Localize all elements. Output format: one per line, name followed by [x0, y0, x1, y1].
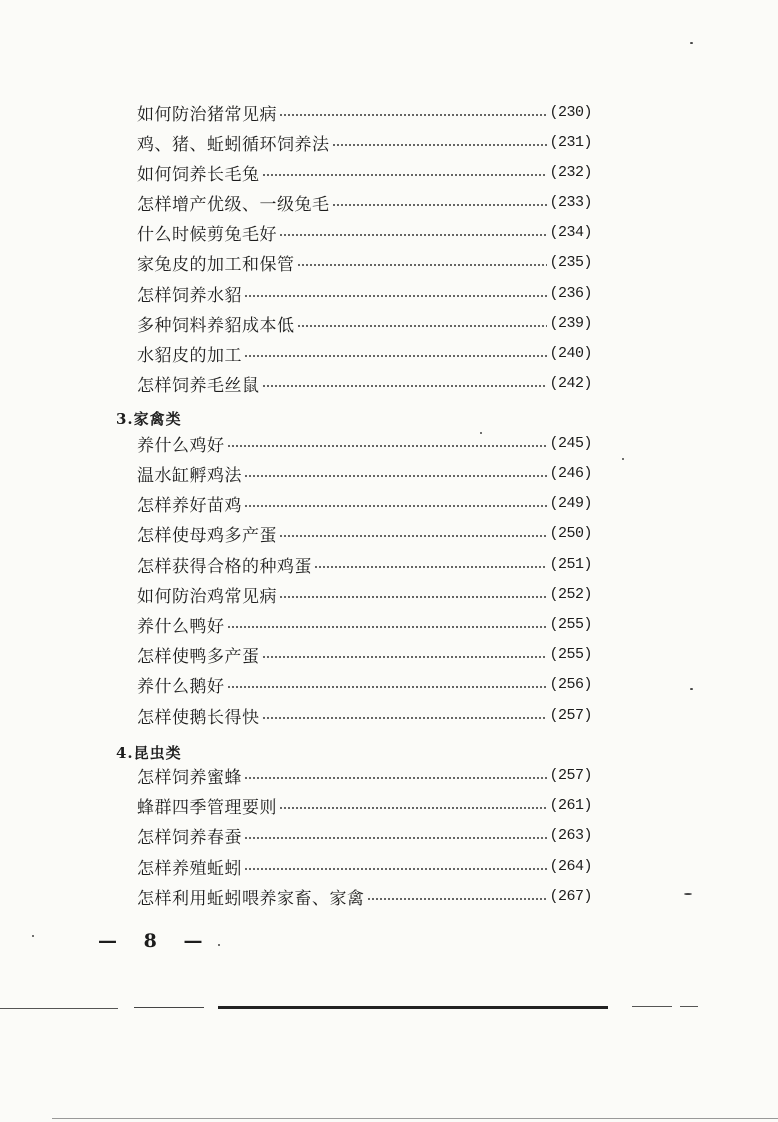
toc-entry-page: (246)	[549, 464, 592, 482]
scan-rule	[52, 1118, 778, 1119]
toc-entry-page: (231)	[549, 133, 592, 151]
toc-entry-page: (261)	[549, 796, 592, 814]
scan-speck	[690, 688, 693, 690]
dot-leader	[244, 505, 547, 507]
scan-speck	[218, 944, 220, 946]
toc-entry-page: (257)	[549, 706, 592, 724]
section-heading: 3.家禽类	[116, 409, 182, 428]
toc-entry-page: (250)	[549, 524, 592, 542]
toc-entry	[137, 488, 592, 518]
toc-entry	[137, 700, 592, 730]
toc-entry-title: 怎样使母鸡多产蛋	[137, 525, 277, 546]
toc-entry-page: (256)	[549, 675, 592, 693]
dot-leader	[262, 656, 548, 658]
toc-entry-page: (233)	[549, 193, 592, 211]
toc-entry-page: (251)	[549, 555, 592, 573]
dot-leader	[367, 898, 548, 900]
scan-rule	[680, 1006, 698, 1007]
toc-entry-title: 怎样养好苗鸡	[137, 495, 242, 516]
dot-leader	[279, 535, 547, 537]
scan-speck	[690, 42, 693, 44]
toc-entry	[137, 609, 592, 639]
toc-entry-title: 怎样增产优级、一级兔毛	[137, 194, 330, 215]
toc-entry	[137, 127, 592, 157]
dot-leader	[244, 295, 547, 297]
toc-entry-page: (255)	[549, 615, 592, 633]
toc-entry-page: (252)	[549, 585, 592, 603]
dot-leader	[297, 325, 548, 327]
toc-entry-title: 养什么鸭好	[137, 616, 225, 637]
dot-leader	[244, 355, 547, 357]
dot-leader	[262, 174, 548, 176]
toc-entry	[137, 247, 592, 277]
toc-entry-page: (264)	[549, 857, 592, 875]
toc-entry-title: 多种饲料养貂成本低	[137, 315, 295, 336]
toc-entry	[137, 820, 592, 850]
toc-entry-page: (245)	[549, 434, 592, 452]
toc-entry-title: 怎样饲养蜜蜂	[137, 767, 242, 788]
scan-speck	[480, 432, 482, 434]
toc-entry-page: (257)	[549, 766, 592, 784]
toc-entry	[137, 790, 592, 820]
toc-entry	[137, 760, 592, 790]
dot-leader	[279, 596, 547, 598]
scan-rule	[632, 1006, 672, 1007]
dot-leader	[244, 837, 547, 839]
toc-entry	[137, 368, 592, 398]
toc-entry-title: 怎样使鸭多产蛋	[137, 646, 260, 667]
toc-entry-title: 养什么鸡好	[137, 435, 225, 456]
toc-entry-title: 家兔皮的加工和保管	[137, 254, 295, 275]
scan-rule	[0, 1008, 118, 1009]
dot-leader	[314, 566, 547, 568]
toc-entry-title: 怎样使鹅长得快	[137, 707, 260, 728]
toc-entry	[137, 579, 592, 609]
dot-leader	[332, 204, 548, 206]
scan-speck	[622, 458, 624, 460]
toc-entry-title: 怎样利用蚯蚓喂养家畜、家禽	[137, 888, 365, 909]
dot-leader	[227, 686, 548, 688]
toc-entry	[137, 851, 592, 881]
toc-entry-title: 如何防治猪常见病	[137, 104, 277, 125]
toc-entry	[137, 669, 592, 699]
toc-entry-page: (232)	[549, 163, 592, 181]
toc-entry	[137, 549, 592, 579]
dot-leader	[244, 475, 547, 477]
toc-entry-title: 水貂皮的加工	[137, 345, 242, 366]
toc-entry	[137, 187, 592, 217]
toc-entry-title: 鸡、猪、蚯蚓循环饲养法	[137, 134, 330, 155]
toc-entry-title: 养什么鹅好	[137, 676, 225, 697]
toc-entry	[137, 217, 592, 247]
toc-entry-page: (255)	[549, 645, 592, 663]
toc-entry	[137, 458, 592, 488]
toc-entry	[137, 428, 592, 458]
toc-entry-page: (240)	[549, 344, 592, 362]
scan-speck	[32, 935, 34, 937]
toc-entry	[137, 157, 592, 187]
toc-entry-title: 蜂群四季管理要则	[137, 797, 277, 818]
dot-leader	[279, 807, 547, 809]
toc-entry-title: 如何防治鸡常见病	[137, 586, 277, 607]
dot-leader	[279, 114, 547, 116]
scan-rule	[218, 1006, 608, 1009]
toc-entry	[137, 639, 592, 669]
toc-entry-title: 温水缸孵鸡法	[137, 465, 242, 486]
toc-entry	[137, 308, 592, 338]
toc-entry-page: (235)	[549, 253, 592, 271]
dot-leader	[244, 777, 547, 779]
scan-speck	[684, 893, 692, 895]
toc-entry-page: (234)	[549, 223, 592, 241]
dot-leader	[262, 717, 548, 719]
toc-entry-page: (267)	[549, 887, 592, 905]
toc-entry-title: 怎样养殖蚯蚓	[137, 858, 242, 879]
toc-entry	[137, 338, 592, 368]
toc-entry	[137, 97, 592, 127]
toc-entry-title: 如何饲养长毛兔	[137, 164, 260, 185]
dot-leader	[332, 144, 548, 146]
toc-entry-page: (242)	[549, 374, 592, 392]
toc-entry	[137, 881, 592, 911]
dot-leader	[297, 264, 548, 266]
toc-entry-title: 什么时候剪兔毛好	[137, 224, 277, 245]
scan-rule	[134, 1007, 204, 1008]
toc-entry-page: (263)	[549, 826, 592, 844]
page-number: — 8 —	[98, 930, 213, 952]
toc-entry	[137, 278, 592, 308]
toc-entry-title: 怎样饲养毛丝鼠	[137, 375, 260, 396]
toc-entry-title: 怎样饲养春蚕	[137, 827, 242, 848]
dot-leader	[227, 626, 548, 628]
toc-entry-title: 怎样获得合格的种鸡蛋	[137, 556, 312, 577]
dot-leader	[262, 385, 548, 387]
section-heading: 4.昆虫类	[116, 743, 182, 762]
toc-entry-page: (236)	[549, 284, 592, 302]
toc-entry-page: (230)	[549, 103, 592, 121]
dot-leader	[279, 234, 547, 236]
dot-leader	[227, 445, 548, 447]
toc-entry	[137, 518, 592, 548]
toc-entry-title: 怎样饲养水貂	[137, 285, 242, 306]
toc-entry-page: (239)	[549, 314, 592, 332]
toc-entry-page: (249)	[549, 494, 592, 512]
dot-leader	[244, 868, 547, 870]
